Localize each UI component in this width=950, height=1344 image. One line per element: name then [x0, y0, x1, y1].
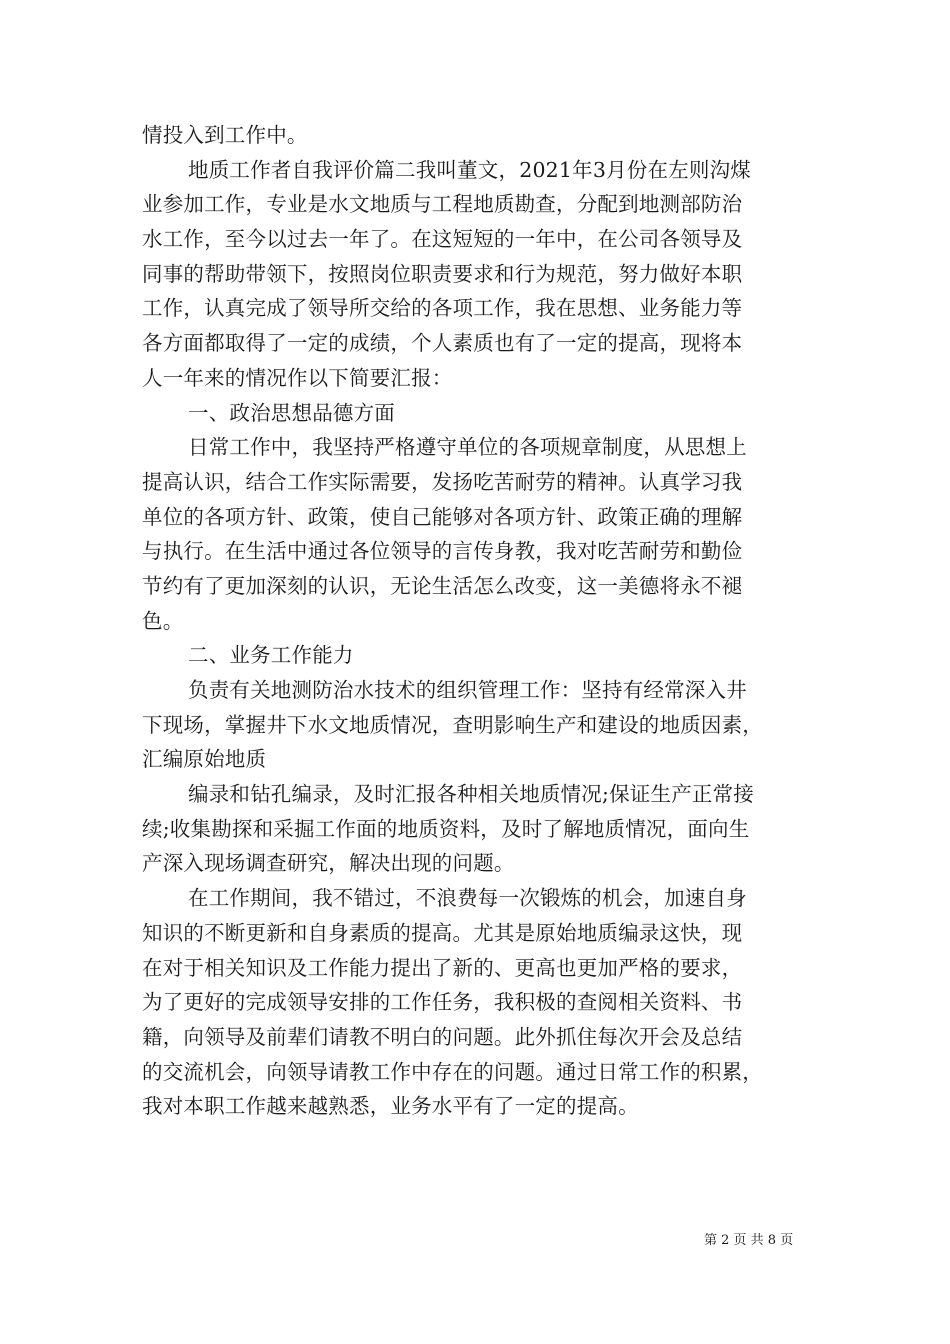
text-line: 人一年来的情况作以下简要汇报： — [142, 365, 453, 390]
text-line: 籍，向领导及前辈们请教不明白的问题。此外抓住每次开会及总结 — [142, 1024, 743, 1049]
text-line: 产深入现场调查研究，解决出现的问题。 — [142, 851, 515, 876]
text-line: 下现场，掌握井下水文地质情况，查明影响生产和建设的地质因素， — [142, 712, 763, 737]
text-line: 与执行。在生活中通过各位领导的言传身教，我对吃苦耐劳和勤俭 — [142, 539, 743, 564]
text-line: 情投入到工作中。 — [142, 123, 308, 147]
text-line: 二、业务工作能力 — [188, 643, 354, 668]
text-line: 一、政治思想品德方面 — [188, 400, 395, 425]
text-line: 我对本职工作越来越熟悉，业务水平有了一定的提高。 — [142, 1094, 639, 1119]
text-line: 节约有了更加深刻的认识，无论生活怎么改变，这一美德将永不褪 — [142, 573, 743, 598]
page-number: 第 2 页 共 8 页 — [704, 1233, 794, 1248]
paragraph-geology-records — [142, 777, 822, 881]
document-body — [142, 118, 822, 1124]
paragraph-intro-end — [142, 118, 822, 153]
text-line: 的交流机会，向领导请教工作中存在的问题。通过日常工作的积累， — [142, 1059, 763, 1084]
text-line: 在工作期间，我不错过，不浪费每一次锻炼的机会，加速自身 — [188, 886, 747, 911]
section-heading-political — [142, 396, 822, 431]
text-line: 编录和钻孔编录，及时汇报各种相关地质情况;保证生产正常接 — [188, 782, 755, 807]
paragraph-political — [142, 430, 822, 638]
text-line: 色。 — [142, 608, 184, 633]
text-line: 知识的不断更新和自身素质的提高。尤其是原始地质编录这快，现 — [142, 920, 743, 945]
text-line: 日常工作中，我坚持严格遵守单位的各项规章制度，从思想上 — [188, 435, 747, 460]
text-line: 负责有关地测防治水技术的组织管理工作：坚持有经常深入井 — [188, 678, 747, 702]
text-line: 为了更好的完成领导安排的工作任务，我积极的查阅相关资料、书 — [142, 990, 743, 1015]
text-line: 各方面都取得了一定的成绩，个人素质也有了一定的提高，现将本 — [142, 331, 743, 356]
text-line: 地质工作者自我评价篇二我叫董文，2021年3月份在左则沟煤 — [188, 157, 752, 182]
text-line: 提高认识，结合工作实际需要，发扬吃苦耐劳的精神。认真学习我 — [142, 469, 743, 494]
text-line: 业参加工作，专业是水文地质与工程地质勘查，分配到地测部防治 — [142, 192, 743, 217]
text-line: 单位的各项方针、政策，使自己能够对各项方针、政策正确的理解 — [142, 504, 743, 529]
text-line: 在对于相关知识及工作能力提出了新的、更高也更加严格的要求， — [142, 955, 743, 980]
paragraph-business-duties — [142, 673, 822, 777]
text-line: 工作，认真完成了领导所交给的各项工作，我在思想、业务能力等 — [142, 296, 743, 321]
text-line: 汇编原始地质 — [142, 747, 267, 772]
paragraph-self-introduction — [142, 153, 822, 396]
section-heading-business — [142, 638, 822, 673]
text-line: 续;收集勘探和采掘工作面的地质资料，及时了解地质情况，面向生 — [142, 816, 750, 841]
paragraph-work-period — [142, 881, 822, 1124]
text-line: 水工作，至今以过去一年了。在这短短的一年中，在公司各领导及 — [142, 227, 743, 252]
text-line: 同事的帮助带领下，按照岗位职责要求和行为规范，努力做好本职 — [142, 261, 743, 286]
